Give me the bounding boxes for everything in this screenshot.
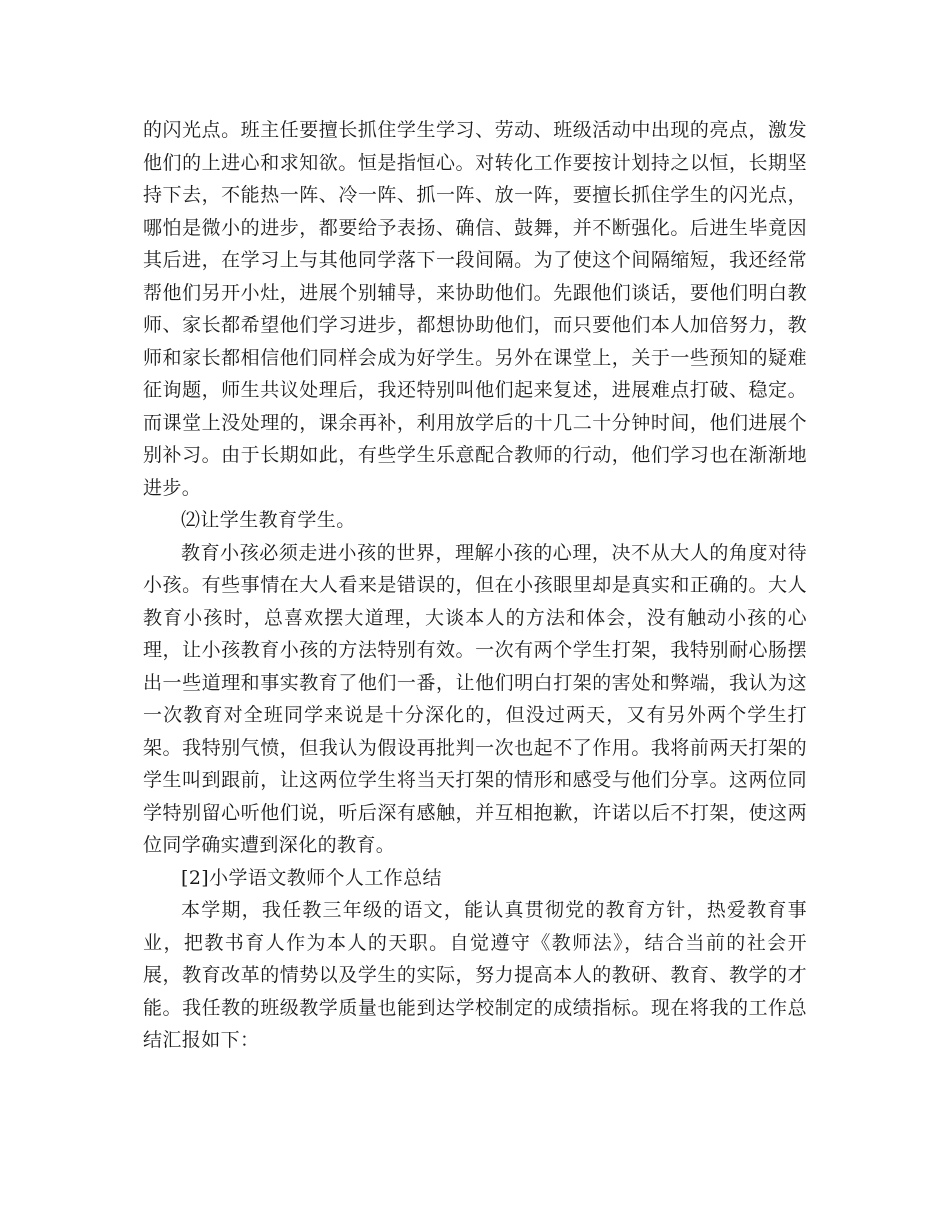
- document-body: [143, 114, 807, 1057]
- paragraph-body: 教育小孩必须走进小孩的世界，理解小孩的心理，决不从大人的角度对待小孩。有些事情在大人看来是错误的，但在小孩眼里却是真实和正确的。大人教育小孩时，总喜欢摆大道理，大谈本人的方法和体会，没有触动小孩的心理，让小孩教育小孩的方法特别有效。一次有两个学生打架，我特别耐心肠摆出一些道理和事实教育了他们一番，让他们明白打架的害处和弊端，我认为这一次教育对全班同学来说是十分深化的，但没过两天，又有另外两个学生打架。我特别气愤，但我认为假设再批判一次也起不了作用。我将前两天打架的学生叫到跟前，让这两位学生将当天打架的情形和感受与他们分享。这两位同学特别留心听他们说，听后深有感触，并互相抱歉，许诺以后不打架，使这两位同学确实遭到深化的教育。: [143, 541, 807, 856]
- paragraph-subheading-2: ⑵让学生教育学生。: [181, 509, 356, 531]
- section-heading: [2]小学语文教师个人工作总结: [181, 866, 442, 889]
- paragraph-continuation: 的闪光点。班主任要擅长抓住学生学习、劳动、班级活动中出现的亮点，激发他们的上进心和求知欲。恒是指恒心。对转化工作要按计划持之以恒，长期坚持下去，不能热一阵、冷一阵、抓一阵、放一阵，要擅长抓住学生的闪光点，哪怕是微小的进步，都要给予表扬、确信、鼓舞，并不断强化。后进生毕竟因其后进，在学习上与其他同学落下一段间隔。为了使这个间隔缩短，我还经常帮他们另开小灶，进展个别辅导，来协助他们。先跟他们谈话，要他们明白教师、家长都希望他们学习进步，都想协助他们，而只要他们本人加倍努力，教师和家长都相信他们同样会成为好学生。另外在课堂上，关于一些预知的疑难征询题，师生共议处理后，我还特别叫他们起来复述，进展难点打破、稳定。而课堂上没处理的，课余再补，利用放学后的十几二十分钟时间，他们进展个别补习。由于长期如此，有些学生乐意配合教师的行动，他们学习也在渐渐地进步。: [143, 119, 807, 499]
- paragraph-body: 本学期，我任教三年级的语文，能认真贯彻党的教育方针，热爱教育事业，把教书育人作为本人的天职。自觉遵守《教师法》，结合当前的社会开展，教育改革的情势以及学生的实际，努力提高本人的教研、教育、教学的才能。我任教的班级教学质量也能到达学校制定的成绩指标。现在将我的工作总结汇报如下：: [143, 899, 807, 1051]
